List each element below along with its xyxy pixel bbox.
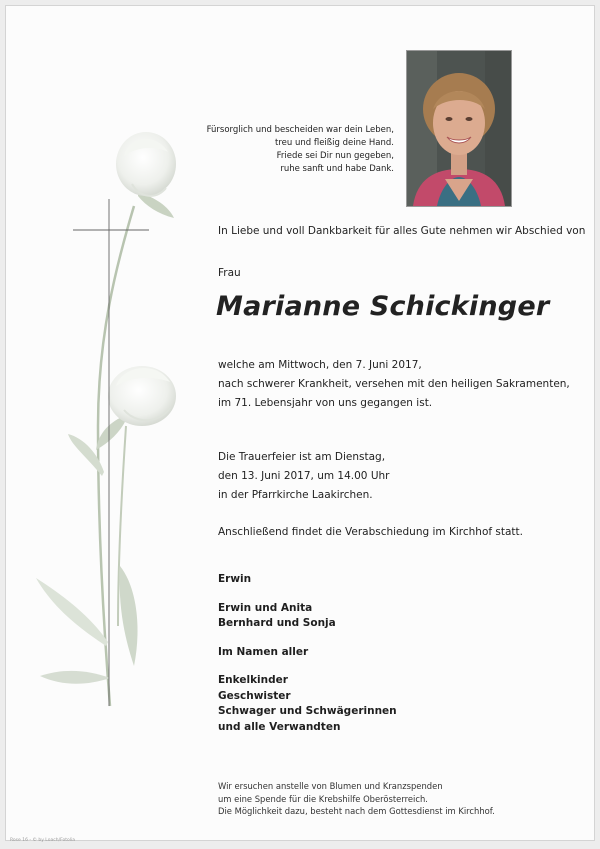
mourner-name: und alle Verwandten: [218, 720, 341, 733]
farewell-notice: Anschließend findet die Verabschiedung im Kirchhof statt.: [218, 526, 523, 538]
donation-notice: [218, 780, 495, 818]
rose-bottom-icon: [108, 366, 176, 426]
mourner-name: Geschwister: [218, 689, 291, 702]
mourner-name: Erwin: [218, 573, 252, 585]
death-line: welche am Mittwoch, den 7. Juni 2017,: [218, 359, 422, 371]
white-roses-cross-illustration: [6, 6, 206, 776]
funeral-line: Die Trauerfeier ist am Dienstag,: [218, 451, 386, 463]
death-notice: [218, 356, 570, 413]
salutation: Frau: [218, 267, 241, 279]
mourner-group: [218, 673, 397, 735]
poem-line: Friede sei Dir nun gegeben,: [276, 151, 394, 161]
death-line: nach schwerer Krankheit, versehen mit den heiligen Sakramenten,: [218, 378, 570, 390]
funeral-line: in der Pfarrkirche Laakirchen.: [218, 489, 373, 501]
poem-line: ruhe sanft und habe Dank.: [280, 164, 394, 174]
mourner-group: [218, 645, 397, 661]
mourner-name: Im Namen aller: [218, 645, 309, 658]
mourner-name: Schwager und Schwägerinnen: [218, 705, 397, 717]
portrait-photo: [406, 50, 512, 207]
mourner-group: [218, 601, 397, 632]
poem-line: treu und fleißig deine Hand.: [275, 138, 394, 148]
parte-sheet: [5, 5, 595, 841]
funeral-line: den 13. Juni 2017, um 14.00 Uhr: [218, 470, 390, 482]
deceased-name: Marianne Schickinger: [216, 291, 550, 322]
rose-top-icon: [116, 132, 176, 196]
donation-line: um eine Spende für die Krebshilfe Oberösterreich.: [218, 793, 428, 804]
death-line: im 71. Lebensjahr von uns gegangen ist.: [218, 397, 433, 409]
poem-line: Fürsorglich und bescheiden war dein Leben,: [206, 125, 394, 135]
mourner-name: Erwin und Anita: [218, 601, 313, 614]
donation-line: Wir ersuchen anstelle von Blumen und Kranzspenden: [218, 781, 443, 791]
mourner-group: [218, 572, 397, 588]
mourner-name: Enkelkinder: [218, 674, 288, 686]
donation-line: Die Möglichkeit dazu, besteht nach dem Gottesdienst im Kirchhof.: [218, 806, 495, 816]
mourner-name: Bernhard und Sonja: [218, 617, 336, 629]
image-credit: Rose 16 - © by Loach/Fotolia: [10, 838, 76, 843]
memorial-poem: [196, 124, 394, 176]
funeral-details: [218, 448, 390, 505]
mourners-list: [218, 572, 397, 748]
intro-sentence: In Liebe und voll Dankbarkeit für alles Gute nehmen wir Abschied von: [218, 225, 586, 237]
